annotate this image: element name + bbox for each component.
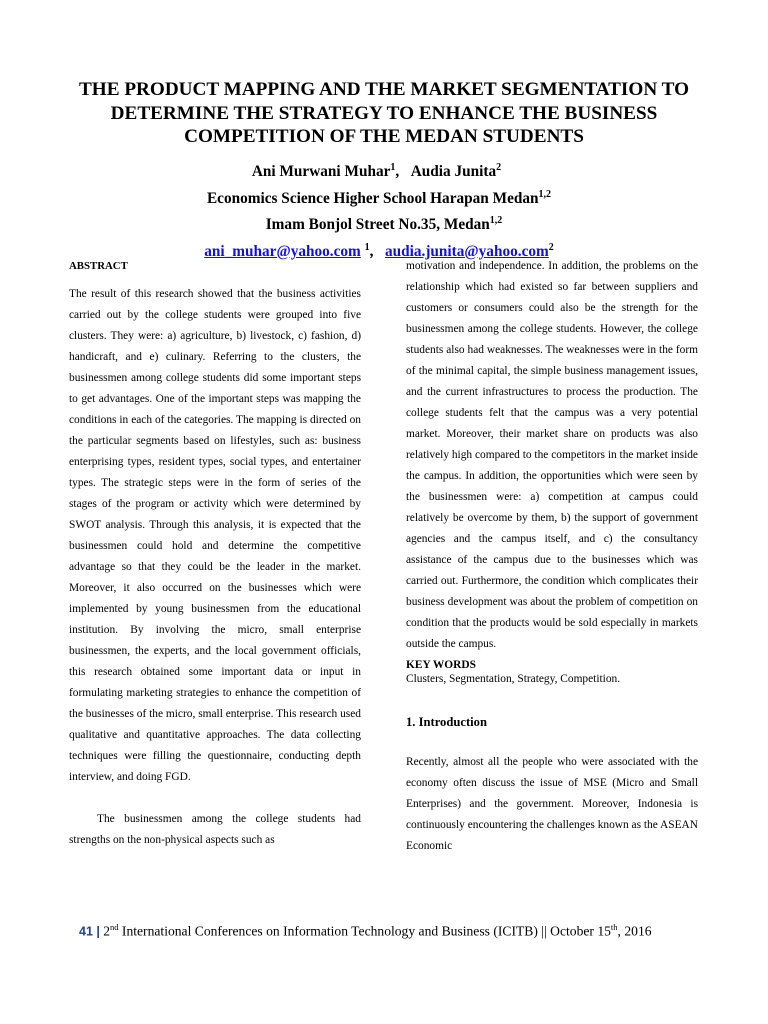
email-line: ani_muhar@yahoo.com $^1$, audia.junita@yahoo.com$^2$ bbox=[204, 241, 554, 260]
left-column bbox=[69, 256, 361, 851]
address-text: Imam Bonjol Street No.35, Medan bbox=[265, 216, 490, 234]
page-number: 41 bbox=[79, 924, 93, 939]
abstract-paragraph-2: The businessmen among the college students had strengths on the non-physical aspects such as bbox=[69, 813, 361, 846]
email-link-1[interactable]: ani_muhar@yahoo.com bbox=[204, 242, 361, 260]
author-2-sup: 2 bbox=[496, 162, 502, 173]
page-footer bbox=[79, 918, 709, 941]
footer-conference: International Conferences on Information Technology and Business (ICITB) bbox=[121, 923, 538, 939]
email-link-2[interactable]: audia.junita@yahoo.com bbox=[384, 242, 549, 260]
author-1-name: Ani Murwani Muhar bbox=[251, 163, 391, 181]
keywords-heading: KEY WORDS bbox=[406, 659, 476, 671]
affiliation bbox=[0, 184, 768, 211]
introduction-heading: 1. Introduction bbox=[406, 715, 487, 729]
email-1-sup: 1 bbox=[364, 241, 370, 253]
abstract-paragraph-1: The result of this research showed that the business activities carried out by the college students were grouped into five clusters. They were: a) agriculture, b) livestock, c) fashion, d) handicraft, and e) culinary. Referring to the clusters, the businessmen among college students did some important steps to get advantages. One of the important steps was mapping the conditions in each of the categories. The mapping is directed on the particular segments based on lifestyles, such as: business enterprising types, resident types, social types, and entertainer types. The strategic steps were in the form of series of the stages of the program or activity which were determined by SWOT analysis. Through this analysis, it is expected that the businessmen could hold and determine the competitive advantage so that they could be the leader in the market. Moreover, it also occurred on the businesses which were implemented by young businessmen from the educational institution. By involving the micro, small enterprise businessmen, the experts, and the local government officials, this research obtained some important data or input in formulating marketing strategies to enhance the competition of the businesses of the micro, small enterprise. This research used qualitative and quantitative approaches. The data collecting techniques were filling the questionnaire, conducting depth interview, and doing FGD. bbox=[69, 288, 361, 783]
email-2-sup: 2 bbox=[548, 241, 554, 253]
author-block bbox=[0, 157, 768, 263]
affiliation-sup: 1,2 bbox=[538, 188, 552, 200]
affiliation-text: Economics Science Higher School Harapan Medan bbox=[206, 189, 539, 207]
right-column bbox=[406, 256, 698, 857]
abstract-heading: ABSTRACT bbox=[69, 260, 128, 272]
footer-date: October 15 bbox=[550, 923, 611, 939]
footer-ordinal: 2 bbox=[103, 923, 111, 939]
footer-date-suffix: th bbox=[610, 922, 618, 932]
keywords-text: Clusters, Segmentation, Strategy, Competition. bbox=[406, 673, 621, 685]
footer-date-year: , 2016 bbox=[617, 923, 652, 939]
footer-separator: | bbox=[96, 924, 100, 939]
footer-ordinal-suffix: nd bbox=[110, 922, 119, 932]
introduction-paragraph-1: Recently, almost all the people who were associated with the economy often discuss the issue of MSE (Micro and Small Enterprises) and the government. Moreover, Indonesia is continuously encountering the challenges known as the ASEAN Economic bbox=[406, 756, 698, 852]
paper-title: THE PRODUCT MAPPING AND THE MARKET SEGMENTATION TO DETERMINE THE STRATEGY TO ENHANCE THE BUSINESS COMPETITION OF THE MEDAN STUDENTS bbox=[79, 79, 689, 148]
address bbox=[0, 210, 768, 237]
author-2-name: Audia Junita bbox=[410, 163, 497, 181]
author-1-sup: 1 bbox=[390, 162, 396, 173]
footer-divider: || bbox=[541, 923, 547, 939]
address-sup: 1,2 bbox=[489, 215, 503, 227]
author-names: Ani Murwani Muhar$^1$, Audia Junita$^2$ bbox=[251, 162, 502, 181]
abstract-paragraph-3: motivation and independence. In addition, the problems on the relationship which had existed so far between suppliers and customers or consumers could also be the strength for the businessmen among the college students. However, the college students also had weaknesses. The weaknesses were in the form of the minimal capital, the simple business management issues, and the current infrastructures to process the production. The college students felt that the campus was a very potential market. Moreover, their market share on products was also relatively high compared to the competitors in the market inside the campus. In addition, the opportunities which were seen by the businessmen were: a) competition at campus could relatively be overcome by them, b) the support of government agencies and the campus itself, and c) the consultancy assistance of the campus due to the businesses which was carried out. Furthermore, the condition which complicates their business development was about the problem of competition on condition that the products would be sold especially in markets outside the campus. bbox=[406, 260, 698, 650]
